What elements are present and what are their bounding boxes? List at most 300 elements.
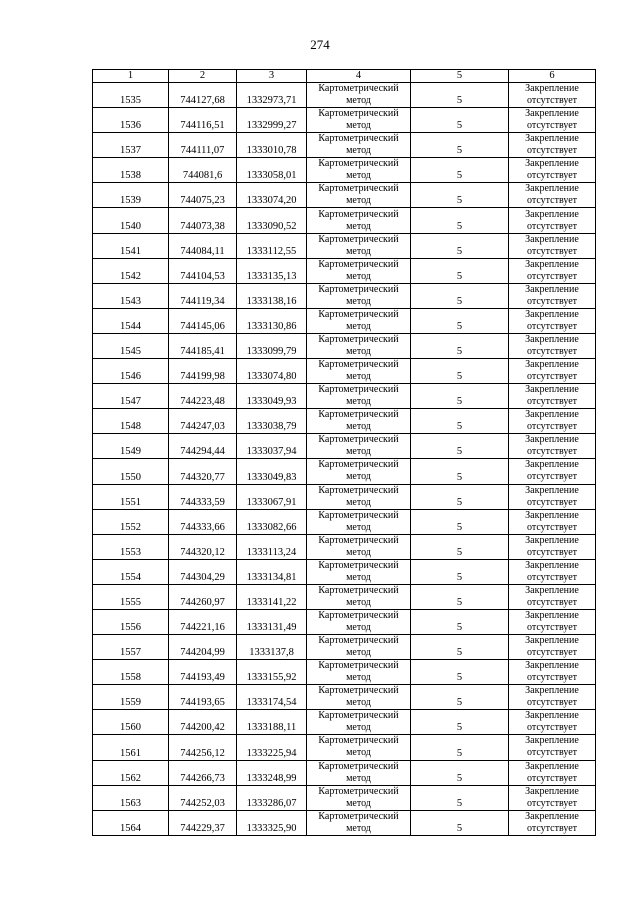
table-row [93, 584, 596, 609]
point-number-cell: 1539 [93, 183, 169, 208]
table-row [93, 660, 596, 685]
method-line-1: Картометрический [318, 133, 399, 145]
method-line-1: Картометрический [318, 685, 399, 697]
x-coordinate-cell: 744333,66 [169, 509, 237, 534]
fixing-line-1: Закрепление [525, 308, 579, 320]
y-coordinate-cell: 1333155,92 [237, 660, 307, 685]
point-number-cell: 1546 [93, 359, 169, 384]
fixing-cell [509, 559, 596, 584]
x-coordinate-cell: 744200,42 [169, 710, 237, 735]
fixing-line-2: отсутствует [526, 747, 578, 759]
table-row [93, 635, 596, 660]
x-coordinate-cell: 744266,73 [169, 760, 237, 785]
column-header: 4 [307, 70, 411, 83]
fixing-cell [509, 308, 596, 333]
method-cell [307, 559, 411, 584]
precision-cell: 5 [411, 635, 509, 660]
x-coordinate-cell: 744084,11 [169, 233, 237, 258]
method-line-2: метод [346, 471, 371, 483]
method-line-2: метод [346, 596, 371, 608]
method-line-1: Картометрический [318, 459, 399, 471]
fixing-line-2: отсутствует [526, 722, 578, 734]
y-coordinate-cell: 1333188,11 [237, 710, 307, 735]
method-line-1: Картометрический [318, 735, 399, 747]
precision-cell: 5 [411, 484, 509, 509]
fixing-cell [509, 359, 596, 384]
x-coordinate-cell: 744193,49 [169, 660, 237, 685]
x-coordinate-cell: 744116,51 [169, 108, 237, 133]
precision-cell: 5 [411, 810, 509, 835]
method-cell [307, 810, 411, 835]
method-cell [307, 108, 411, 133]
x-coordinate-cell: 744223,48 [169, 384, 237, 409]
fixing-line-1: Закрепление [525, 258, 579, 270]
fixing-line-1: Закрепление [525, 333, 579, 345]
table-row [93, 283, 596, 308]
table-row [93, 685, 596, 710]
y-coordinate-cell: 1333082,66 [237, 509, 307, 534]
method-line-2: метод [346, 747, 371, 759]
point-number-cell: 1543 [93, 283, 169, 308]
y-coordinate-cell: 1333058,01 [237, 158, 307, 183]
table-row [93, 509, 596, 534]
fixing-line-1: Закрепление [525, 233, 579, 245]
fixing-cell [509, 534, 596, 559]
method-line-2: метод [346, 120, 371, 132]
column-header: 5 [411, 70, 509, 83]
method-line-1: Картометрический [318, 409, 399, 421]
fixing-line-2: отсутствует [526, 195, 578, 207]
fixing-line-2: отсутствует [526, 697, 578, 709]
point-number-cell: 1559 [93, 685, 169, 710]
x-coordinate-cell: 744199,98 [169, 359, 237, 384]
method-line-2: метод [346, 295, 371, 307]
precision-cell: 5 [411, 760, 509, 785]
point-number-cell: 1556 [93, 609, 169, 634]
fixing-line-2: отсутствует [526, 471, 578, 483]
method-cell [307, 509, 411, 534]
method-line-2: метод [346, 145, 371, 157]
fixing-cell [509, 685, 596, 710]
table-row [93, 108, 596, 133]
fixing-line-1: Закрепление [525, 509, 579, 521]
y-coordinate-cell: 1333074,80 [237, 359, 307, 384]
fixing-cell [509, 208, 596, 233]
fixing-cell [509, 183, 596, 208]
fixing-line-1: Закрепление [525, 83, 579, 95]
method-line-2: метод [346, 722, 371, 734]
precision-cell: 5 [411, 685, 509, 710]
fixing-line-1: Закрепление [525, 559, 579, 571]
fixing-line-2: отсутствует [526, 170, 578, 182]
fixing-line-1: Закрепление [525, 484, 579, 496]
x-coordinate-cell: 744185,41 [169, 333, 237, 358]
method-line-2: метод [346, 245, 371, 257]
fixing-line-2: отсутствует [526, 446, 578, 458]
fixing-cell [509, 660, 596, 685]
fixing-line-1: Закрепление [525, 208, 579, 220]
x-coordinate-cell: 744075,23 [169, 183, 237, 208]
precision-cell: 5 [411, 283, 509, 308]
y-coordinate-cell: 1333248,99 [237, 760, 307, 785]
method-cell [307, 459, 411, 484]
fixing-cell [509, 760, 596, 785]
column-header: 2 [169, 70, 237, 83]
x-coordinate-cell: 744333,59 [169, 484, 237, 509]
method-cell [307, 785, 411, 810]
method-line-1: Картометрический [318, 258, 399, 270]
y-coordinate-cell: 1332999,27 [237, 108, 307, 133]
method-line-1: Картометрический [318, 208, 399, 220]
fixing-line-2: отсутствует [526, 120, 578, 132]
y-coordinate-cell: 1333130,86 [237, 308, 307, 333]
method-line-1: Картометрический [318, 158, 399, 170]
fixing-line-1: Закрепление [525, 584, 579, 596]
method-cell [307, 635, 411, 660]
method-line-1: Картометрический [318, 484, 399, 496]
precision-cell: 5 [411, 459, 509, 484]
precision-cell: 5 [411, 183, 509, 208]
fixing-line-1: Закрепление [525, 635, 579, 647]
y-coordinate-cell: 1333038,79 [237, 409, 307, 434]
point-number-cell: 1541 [93, 233, 169, 258]
fixing-line-1: Закрепление [525, 710, 579, 722]
table-row [93, 735, 596, 760]
x-coordinate-cell: 744193,65 [169, 685, 237, 710]
method-cell [307, 208, 411, 233]
table-row [93, 760, 596, 785]
fixing-line-2: отсутствует [526, 95, 578, 107]
x-coordinate-cell: 744127,68 [169, 83, 237, 108]
fixing-cell [509, 434, 596, 459]
precision-cell: 5 [411, 559, 509, 584]
y-coordinate-cell: 1333134,81 [237, 559, 307, 584]
fixing-line-2: отсутствует [526, 270, 578, 282]
point-number-cell: 1537 [93, 133, 169, 158]
method-line-1: Картометрический [318, 359, 399, 371]
fixing-line-2: отсутствует [526, 371, 578, 383]
precision-cell: 5 [411, 534, 509, 559]
fixing-cell [509, 584, 596, 609]
method-cell [307, 333, 411, 358]
method-line-1: Картометрический [318, 584, 399, 596]
method-line-1: Картометрический [318, 283, 399, 295]
fixing-line-2: отсутствует [526, 822, 578, 834]
x-coordinate-cell: 744320,12 [169, 534, 237, 559]
fixing-cell [509, 785, 596, 810]
point-number-cell: 1561 [93, 735, 169, 760]
fixing-line-2: отсутствует [526, 421, 578, 433]
x-coordinate-cell: 744104,53 [169, 258, 237, 283]
method-line-1: Картометрический [318, 183, 399, 195]
method-line-1: Картометрический [318, 333, 399, 345]
method-cell [307, 233, 411, 258]
table-row [93, 534, 596, 559]
method-line-2: метод [346, 345, 371, 357]
method-cell [307, 409, 411, 434]
table-row [93, 158, 596, 183]
method-line-2: метод [346, 622, 371, 634]
method-cell [307, 760, 411, 785]
method-line-2: метод [346, 195, 371, 207]
fixing-line-1: Закрепление [525, 359, 579, 371]
precision-cell: 5 [411, 83, 509, 108]
x-coordinate-cell: 744229,37 [169, 810, 237, 835]
method-cell [307, 308, 411, 333]
point-number-cell: 1536 [93, 108, 169, 133]
header-row [93, 70, 596, 83]
point-number-cell: 1535 [93, 83, 169, 108]
method-line-2: метод [346, 672, 371, 684]
method-cell [307, 534, 411, 559]
point-number-cell: 1558 [93, 660, 169, 685]
method-line-1: Картометрический [318, 635, 399, 647]
table-row [93, 308, 596, 333]
y-coordinate-cell: 1333113,24 [237, 534, 307, 559]
method-cell [307, 133, 411, 158]
fixing-line-2: отсутствует [526, 245, 578, 257]
method-cell [307, 283, 411, 308]
method-cell [307, 83, 411, 108]
precision-cell: 5 [411, 409, 509, 434]
method-line-2: метод [346, 546, 371, 558]
fixing-cell [509, 609, 596, 634]
precision-cell: 5 [411, 108, 509, 133]
x-coordinate-cell: 744294,44 [169, 434, 237, 459]
method-line-2: метод [346, 496, 371, 508]
coordinates-table [92, 69, 596, 836]
precision-cell: 5 [411, 333, 509, 358]
fixing-line-1: Закрепление [525, 735, 579, 747]
table-row [93, 710, 596, 735]
y-coordinate-cell: 1333137,8 [237, 635, 307, 660]
column-header: 3 [237, 70, 307, 83]
method-line-1: Картометрический [318, 534, 399, 546]
method-line-2: метод [346, 697, 371, 709]
point-number-cell: 1544 [93, 308, 169, 333]
method-cell [307, 158, 411, 183]
precision-cell: 5 [411, 584, 509, 609]
fixing-cell [509, 233, 596, 258]
method-cell [307, 584, 411, 609]
table-row [93, 333, 596, 358]
fixing-line-2: отсутствует [526, 672, 578, 684]
method-cell [307, 609, 411, 634]
fixing-cell [509, 333, 596, 358]
fixing-line-1: Закрепление [525, 785, 579, 797]
table-row [93, 83, 596, 108]
fixing-cell [509, 459, 596, 484]
method-line-2: метод [346, 571, 371, 583]
y-coordinate-cell: 1333131,49 [237, 609, 307, 634]
y-coordinate-cell: 1333112,55 [237, 233, 307, 258]
point-number-cell: 1547 [93, 384, 169, 409]
fixing-line-2: отсутствует [526, 345, 578, 357]
point-number-cell: 1555 [93, 584, 169, 609]
precision-cell: 5 [411, 434, 509, 459]
x-coordinate-cell: 744111,07 [169, 133, 237, 158]
fixing-line-2: отсутствует [526, 521, 578, 533]
precision-cell: 5 [411, 710, 509, 735]
method-line-2: метод [346, 396, 371, 408]
method-cell [307, 384, 411, 409]
x-coordinate-cell: 744073,38 [169, 208, 237, 233]
precision-cell: 5 [411, 233, 509, 258]
y-coordinate-cell: 1332973,71 [237, 83, 307, 108]
method-cell [307, 685, 411, 710]
table-row [93, 609, 596, 634]
y-coordinate-cell: 1333099,79 [237, 333, 307, 358]
method-cell [307, 710, 411, 735]
y-coordinate-cell: 1333286,07 [237, 785, 307, 810]
method-line-2: метод [346, 797, 371, 809]
fixing-cell [509, 810, 596, 835]
fixing-line-2: отсутствует [526, 220, 578, 232]
y-coordinate-cell: 1333225,94 [237, 735, 307, 760]
table-row [93, 484, 596, 509]
table-row [93, 384, 596, 409]
fixing-line-1: Закрепление [525, 133, 579, 145]
method-line-1: Картометрический [318, 810, 399, 822]
method-line-1: Картометрический [318, 610, 399, 622]
y-coordinate-cell: 1333037,94 [237, 434, 307, 459]
method-line-1: Картометрический [318, 785, 399, 797]
precision-cell: 5 [411, 660, 509, 685]
fixing-line-1: Закрепление [525, 459, 579, 471]
y-coordinate-cell: 1333174,54 [237, 685, 307, 710]
method-line-2: метод [346, 95, 371, 107]
x-coordinate-cell: 744304,29 [169, 559, 237, 584]
precision-cell: 5 [411, 384, 509, 409]
method-cell [307, 359, 411, 384]
fixing-cell [509, 409, 596, 434]
fixing-cell [509, 509, 596, 534]
x-coordinate-cell: 744081,6 [169, 158, 237, 183]
page-number: 274 [310, 37, 330, 52]
fixing-line-2: отсутствует [526, 772, 578, 784]
method-line-2: метод [346, 421, 371, 433]
precision-cell: 5 [411, 308, 509, 333]
fixing-line-2: отсутствует [526, 145, 578, 157]
fixing-cell [509, 83, 596, 108]
fixing-line-2: отсутствует [526, 797, 578, 809]
method-line-2: метод [346, 371, 371, 383]
fixing-cell [509, 283, 596, 308]
precision-cell: 5 [411, 208, 509, 233]
fixing-line-1: Закрепление [525, 810, 579, 822]
fixing-line-2: отсутствует [526, 496, 578, 508]
method-line-1: Картометрический [318, 760, 399, 772]
fixing-line-1: Закрепление [525, 108, 579, 120]
point-number-cell: 1552 [93, 509, 169, 534]
method-cell [307, 258, 411, 283]
precision-cell: 5 [411, 359, 509, 384]
point-number-cell: 1548 [93, 409, 169, 434]
table-row [93, 785, 596, 810]
method-line-2: метод [346, 772, 371, 784]
x-coordinate-cell: 744256,12 [169, 735, 237, 760]
method-line-1: Картометрический [318, 559, 399, 571]
method-line-1: Картометрический [318, 509, 399, 521]
fixing-cell [509, 710, 596, 735]
column-header: 1 [93, 70, 169, 83]
fixing-cell [509, 484, 596, 509]
column-header: 6 [509, 70, 596, 83]
y-coordinate-cell: 1333141,22 [237, 584, 307, 609]
y-coordinate-cell: 1333049,83 [237, 459, 307, 484]
fixing-line-2: отсутствует [526, 571, 578, 583]
table-body [93, 83, 596, 836]
y-coordinate-cell: 1333049,93 [237, 384, 307, 409]
fixing-line-1: Закрепление [525, 660, 579, 672]
table-row [93, 459, 596, 484]
point-number-cell: 1538 [93, 158, 169, 183]
y-coordinate-cell: 1333067,91 [237, 484, 307, 509]
fixing-line-2: отсутствует [526, 596, 578, 608]
fixing-line-1: Закрепление [525, 283, 579, 295]
precision-cell: 5 [411, 509, 509, 534]
point-number-cell: 1551 [93, 484, 169, 509]
point-number-cell: 1562 [93, 760, 169, 785]
method-line-2: метод [346, 170, 371, 182]
fixing-line-1: Закрепление [525, 534, 579, 546]
point-number-cell: 1554 [93, 559, 169, 584]
precision-cell: 5 [411, 609, 509, 634]
precision-cell: 5 [411, 258, 509, 283]
fixing-line-2: отсутствует [526, 622, 578, 634]
fixing-line-2: отсутствует [526, 546, 578, 558]
method-line-2: метод [346, 320, 371, 332]
table-row [93, 233, 596, 258]
method-line-1: Картометрический [318, 660, 399, 672]
fixing-line-2: отсутствует [526, 320, 578, 332]
table-row [93, 359, 596, 384]
fixing-line-2: отсутствует [526, 295, 578, 307]
method-line-2: метод [346, 521, 371, 533]
fixing-cell [509, 108, 596, 133]
table-row [93, 409, 596, 434]
method-line-1: Картометрический [318, 83, 399, 95]
point-number-cell: 1549 [93, 434, 169, 459]
method-cell [307, 183, 411, 208]
y-coordinate-cell: 1333135,13 [237, 258, 307, 283]
point-number-cell: 1540 [93, 208, 169, 233]
fixing-cell [509, 635, 596, 660]
method-line-1: Картометрический [318, 233, 399, 245]
fixing-line-2: отсутствует [526, 396, 578, 408]
precision-cell: 5 [411, 158, 509, 183]
table-row [93, 434, 596, 459]
point-number-cell: 1557 [93, 635, 169, 660]
fixing-cell [509, 735, 596, 760]
point-number-cell: 1550 [93, 459, 169, 484]
fixing-cell [509, 158, 596, 183]
fixing-line-1: Закрепление [525, 158, 579, 170]
method-line-1: Картометрический [318, 384, 399, 396]
method-cell [307, 660, 411, 685]
point-number-cell: 1563 [93, 785, 169, 810]
x-coordinate-cell: 744247,03 [169, 409, 237, 434]
y-coordinate-cell: 1333074,20 [237, 183, 307, 208]
fixing-line-2: отсутствует [526, 647, 578, 659]
method-line-2: метод [346, 647, 371, 659]
point-number-cell: 1542 [93, 258, 169, 283]
method-line-1: Картометрический [318, 710, 399, 722]
table-row [93, 208, 596, 233]
y-coordinate-cell: 1333090,52 [237, 208, 307, 233]
point-number-cell: 1564 [93, 810, 169, 835]
x-coordinate-cell: 744204,99 [169, 635, 237, 660]
